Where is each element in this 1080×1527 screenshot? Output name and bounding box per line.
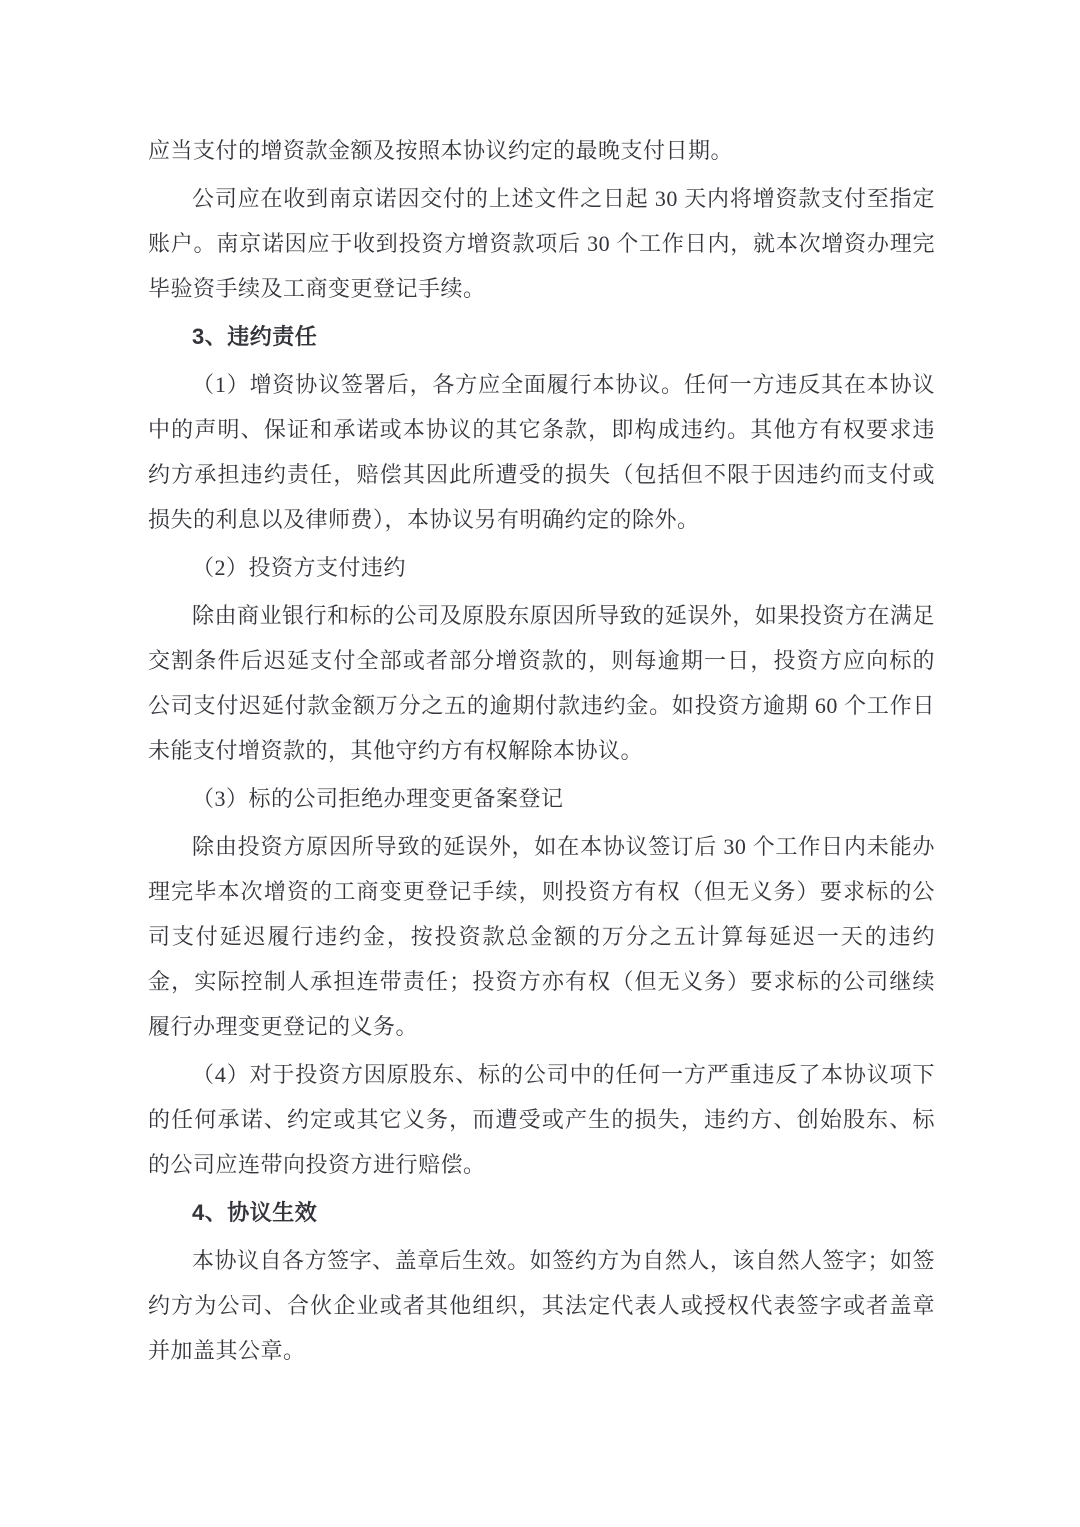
paragraph: 应当支付的增资款金额及按照本协议约定的最晚支付日期。 (148, 138, 734, 163)
paragraph: 除由商业银行和标的公司及原股东原因所导致的延误外，如果投资方在满足交割条件后迟延支付全部或者部分增资款的，则每逾期一日，投资方应向标的公司支付迟延付款金额万分之五的逾期付款违约金。如投资方逾期 60 个工作日未能支付增资款的，其他守约方有权解除本协议。 (148, 603, 935, 763)
section-heading: 4、协议生效 (192, 1200, 318, 1225)
paragraph: （3）标的公司拒绝办理变更备案登记 (192, 786, 564, 811)
paragraph: 公司应在收到南京诺因交付的上述文件之日起 30 天内将增资款支付至指定账户。南京诺因应于收到投资方增资款项后 30 个工作日内，就本次增资办理完毕验资手续及工商变更登记手续。 (148, 186, 935, 301)
document-body (148, 128, 935, 1373)
paragraph: 本协议自各方签字、盖章后生效。如签约方为自然人，该自然人签字；如签约方为公司、合伙企业或者其他组织，其法定代表人或授权代表签字或者盖章并加盖其公章。 (148, 1248, 935, 1363)
paragraph: （2）投资方支付违约 (192, 555, 407, 580)
paragraph: （4）对于投资方因原股东、标的公司中的任何一方严重违反了本协议项下的任何承诺、约定或其它义务，而遭受或产生的损失，违约方、创始股东、标的公司应连带向投资方进行赔偿。 (148, 1062, 935, 1177)
paragraph: （1）增资协议签署后，各方应全面履行本协议。任何一方违反其在本协议中的声明、保证和承诺或本协议的其它条款，即构成违约。其他方有权要求违约方承担违约责任，赔偿其因此所遭受的损失（包括但不限于因违约而支付或损失的利息以及律师费），本协议另有明确约定的除外。 (148, 372, 935, 532)
section-heading: 3、违约责任 (192, 324, 318, 349)
paragraph: 除由投资方原因所导致的延误外，如在本协议签订后 30 个工作日内未能办理完毕本次增资的工商变更登记手续，则投资方有权（但无义务）要求标的公司支付延迟履行违约金，按投资款总金额的万分之五计算每延迟一天的违约金，实际控制人承担连带责任；投资方亦有权（但无义务）要求标的公司继续履行办理变更登记的义务。 (148, 834, 935, 1039)
